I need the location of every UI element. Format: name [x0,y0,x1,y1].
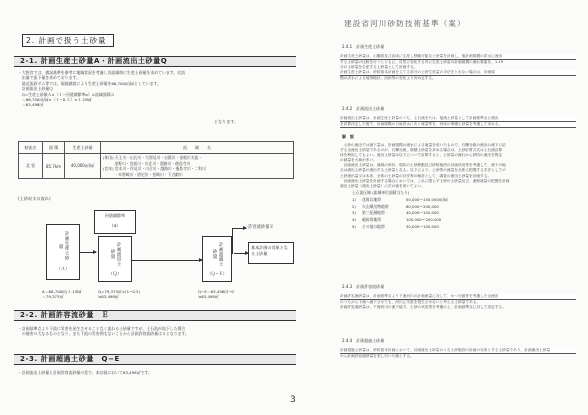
text-line: ずる全流出土砂量であるのが、石礫分級、堆積土砂量を求める場合は、土砂計算方式は土石流計算 [340,148,503,153]
heading-2-3: 2-3. 計画超過土砂量 Q−E [14,354,296,365]
formula-line: Q=79,373㎥×(1−0.2) [98,289,141,294]
cell-amount: 40,000㎥/㎢ [65,154,101,179]
text-line: ・大野宮では、旗詞基準を参考に地域状況を考慮し各流域毎に生産土砂量を求めています。比流 [18,70,185,75]
box-alpha-text: 河道調節率 [104,213,126,218]
arrow-a-to-q [80,252,96,253]
box-outflow [98,236,132,282]
yield-table-head-text: 土石流区域 (流域単位面積当たり) [352,190,410,195]
formula-suffix: となります。 [214,119,239,124]
col-header-basins: 流 域 名 [101,142,294,154]
box-production-text: 計画生産土砂量 [58,231,69,261]
row-index: 4) [352,217,356,223]
text-line: の被害の大なるものとなり、また下流の災害例もないことから計画許容流砂量は０となります。 [18,331,189,337]
col-header-amount: 生産土砂量 [65,142,101,154]
box-excess [202,236,232,282]
text-line: 計画流出土砂量は、計画生産土砂量のうち、土石流または、掃流土砂量として計画基準点に流出 [340,116,576,122]
col-header-name: 粘流名 [19,142,43,154]
text-line: 計画生産土砂量は、山腹面及び渓床に生産し移動可能な土砂量を計画し、他計画規模の洪水に流出 [340,54,576,60]
target-note-text: 基本計画の対象となる土砂量 [251,245,288,256]
box-excess-text: 計画超過土砂量 [212,241,223,267]
text-line: 分の土砂量を生産する土砂量として計画する。 [340,65,418,70]
text-line: 計画流出土砂量Ｑ [18,86,54,92]
connector-line [232,228,233,254]
row-zone: 花崗岩地帯 [362,196,381,202]
text-line: の減量を大域が多い。 [340,158,377,163]
row-index: 2) [352,203,356,209]
row-range: 40,000〜100,000 [406,210,439,216]
formula-line: ＝79,373㎥ [42,294,64,300]
formula-line: A＝66,700㎥/１.19㎢ [42,289,82,294]
text-line: ・計画基準点より下流に災害を発生させることなく流れる土砂量ですが、土石流が流下した場合 [18,326,186,331]
text-line: 土砂流出量又は本来、全体の土砂量の目安等の検討として、調査の流出土砂量を計画する。 [340,173,492,178]
subheading-2-4-4: 2.4.4 計画超過土砂量 [342,338,385,343]
right-page-title: 建設省河川砂防技術基準（案） [344,19,466,28]
formula-line: Q−E＝63,498㎥−0 [198,289,234,294]
formula-a [42,289,81,300]
table-row [19,154,294,179]
row-zone: 火山噴出物地帯 [362,203,389,209]
text-line: 計画許容流砂量は、下流河川の流下能力、土砂の状況等を考慮の上、計画基準点に対して決定する。 [340,305,506,310]
row-index: 3) [352,210,356,216]
box-outflow-text: 計画流出土砂量 [110,241,121,267]
yield-table-header [352,190,448,197]
river-line: ・木曽崎川・捨尼川・室崎川・下吉鍛川 [103,171,183,177]
row-zone: 破砕帯地帯 [362,217,381,223]
box-outflow-label: （Ｑ） [108,272,122,277]
target-note [248,242,294,264]
river-line: (休田) 天王川・山辺川・大那見川・自獄川・金根川支流・ [103,155,203,160]
heading-2-1: 2-1. 計画生産土砂量A・計画流出土砂量Q [14,56,296,67]
text-line: 点は流出土砂量の流出する土砂量となる。以下により、土砂等の流量を全体に把握する手法としての [340,168,506,173]
box-alpha-label: （α） [109,224,121,229]
formula-line: ≒63,498㎥ [98,294,119,300]
flow-caption: (土砂収支の流れ) [18,196,51,201]
text-line: 土砂の流出では流下量は、計画規模の流水による流量を用いたもので、石礫分級の流出の流下に応 [340,143,506,147]
paragraph-allowable [18,326,294,337]
subheading-2-4-3: 2.4.3 計画許容流砂量 [342,284,385,289]
text-line: 計画超過土砂量は、砂防基本計画において、計画流出土砂量のうち土砂施設の計画の対象とする土砂量であり、計画流出土砂量 [340,348,576,354]
table-row [352,210,448,217]
row-zone: 第三紀層地帯 [362,210,385,216]
paragraph-excess [18,370,294,375]
text-line: から計画許容流砂量を差し引いた値とする。 [340,354,414,359]
table-row [352,204,448,211]
cell-name: 北 状 [19,154,43,179]
row-zone: その他の地帯 [362,223,385,229]
cell-area: 85.7km [43,154,65,179]
heading-2-2: 2-2. 計画許容流砂量 Ｅ [14,310,296,321]
row-range: 50,000〜150,000㎥/㎢ [406,196,448,202]
box-production [46,224,80,280]
formula-q [98,289,140,300]
table-row [352,197,448,204]
col-header-area: 面 積 [43,142,65,154]
arrow-to-allow [232,228,246,229]
text-line: 流出土砂量（流出土砂量）に次の値を用いてよい。 [340,183,425,188]
text-line: ＝66,700㎥/㎢×（１−0.２）×１.19㎢ [18,97,92,103]
paragraph-excess-std [340,348,576,359]
river-line: 金野川・宮前川・川北川・越路川・後島寺川 [103,160,191,166]
row-range: 100,000〜200,000 [406,217,442,223]
paragraph-production [18,70,294,108]
cell-rivers [101,154,294,179]
text-line: ＝63,498㎥ [18,102,44,108]
table-row [352,224,448,231]
text-line: Q=生産土砂量Ａ×（１−河道調節率α）×流域面積ａ [18,91,115,97]
basin-table [18,141,294,179]
table-row [352,217,448,224]
text-line: 計画許容流砂量は、計画基準点より下流河川の計画流量に対して、かつ分級等を考慮した全流出 [340,294,576,300]
subheading-2-4-1: 2.4.1 計画生産土砂量 [342,44,385,49]
text-line: 最近流砂ダム等では、現地調査により生産土砂量を66,700㎥/㎢としています。 [18,80,161,86]
yield-table [352,190,448,231]
formula-line: ≒63,498㎥ [198,294,219,300]
arrow-to-note [234,253,248,254]
box-alpha [94,210,136,234]
text-line: 計画流出土砂量を計画する場合においては、これに限らず土砂の土砂量及び、流路流量の把握を計画 [340,178,510,183]
box-excess-label: （Ｑ−Ｅ） [207,271,227,276]
paragraph-commentary [340,143,576,189]
row-range: 80,000〜200,000 [406,203,439,209]
left-page [8,10,298,395]
river-line: (宮木) 宮木川・作見川・川合川・越路川・後島寺川・二科川 [103,166,206,172]
right-page [318,10,580,395]
text-line: 計画流出土砂量は、流域の形状、現状の土砂移動及び砂防施設の計画状況等を考慮して、流下の地 [340,163,506,168]
text-line: 計画生産土砂量は、砂防基本計画を立てる部分の土砂生産量の手法をとれない場合は、計画規 [340,70,576,76]
arrow-q-to-e [132,260,202,261]
text-line: する土砂量の比較を行うとともに、自然に変化する内に生産土砂量の計画規模の流れ要素を、1.19 [340,60,504,65]
box-production-label: （Ａ） [56,267,70,272]
formula-e [198,289,234,300]
paragraph-allowable-std [340,294,576,310]
text-line: 体を利用してもよい。流出土砂量は以下について計算すると、土砂量の流れから砂防の流出を算定 [340,153,503,158]
subheading-2-4-2: 2.4.2 計画流出土砂量 [342,106,385,111]
row-index: 5) [352,223,356,229]
row-index: 1) [352,196,356,202]
page-number: 3 [290,395,296,405]
commentary-label: 解 説 [342,134,354,139]
paragraph-outflow-std [340,116,576,128]
text-line: 模の洪水による地形地状、河床等の変化より決め定する。 [340,76,436,81]
text-line: のうちから下流へ流下させても、河川に災害を発生させないと考える土砂量である。 [340,300,481,305]
allow-label: 許容流砂量Ｅ [248,225,274,230]
section-title: 2. 計画で扱う土砂量 [22,34,114,47]
row-range: 30,000〜100,000 [406,223,439,229]
paragraph-production-std [340,54,576,81]
text-line: 出量で流下量を求めております。 [18,75,80,81]
text-line: を試算決定した後で、計画規模の日雨洪水に次ぐ流量等を、河床の堆積土砂量を考慮して求める。 [340,122,576,128]
text-line: ・計画流出土砂量と計画許容流砂量の差で、本計画において63,498㎥です。 [18,370,152,375]
